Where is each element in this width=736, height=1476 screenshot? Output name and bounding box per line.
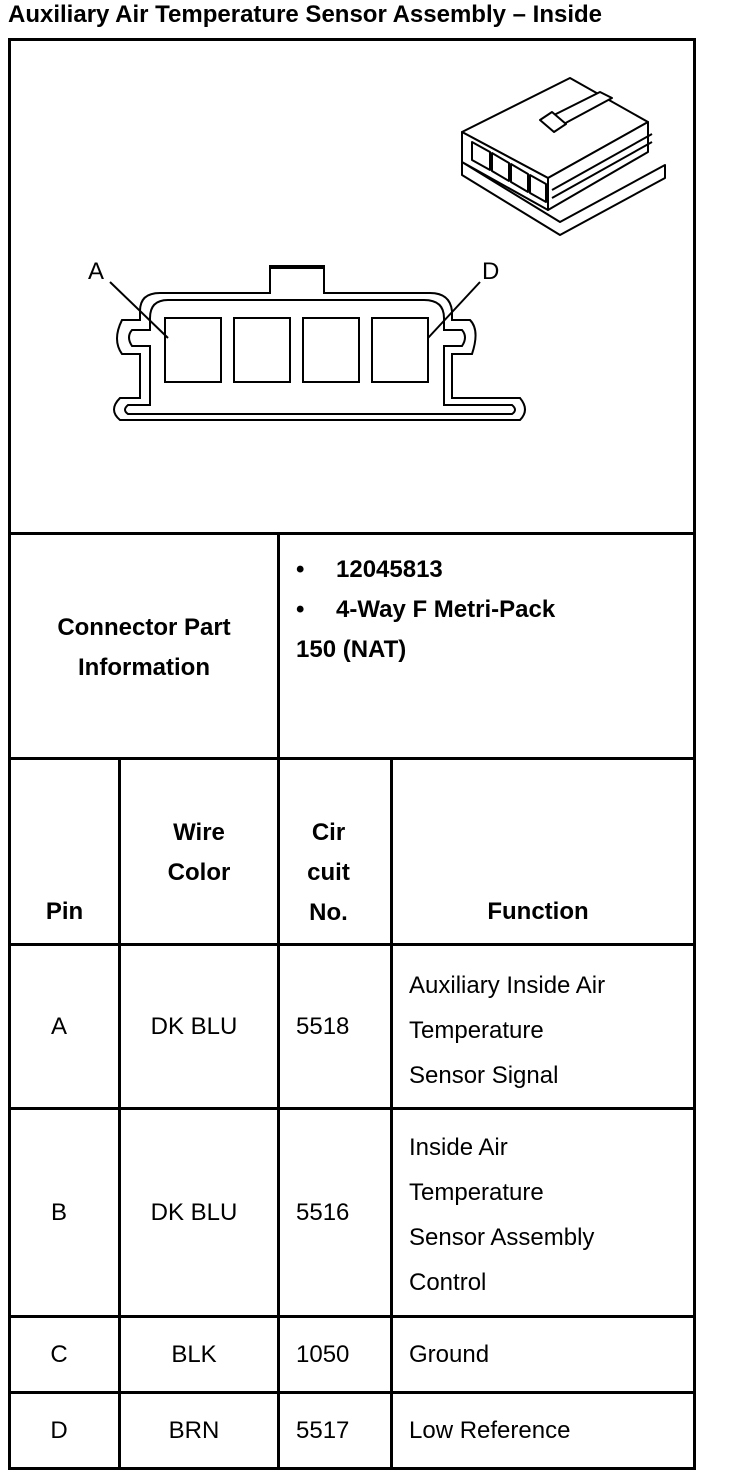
divider (277, 532, 280, 760)
row-c-circuit: 1050 (296, 1341, 350, 1368)
connector-info-label-line1: Connector Part (57, 614, 231, 641)
header-circuit-no (280, 813, 377, 933)
row-a-function-line1: Auxiliary Inside Air (409, 972, 606, 999)
pin-cavity-b (234, 318, 290, 382)
row-d-function: Low Reference (409, 1417, 571, 1444)
header-circuit-line2: cuit (307, 859, 350, 886)
connector-info-values (296, 550, 686, 670)
pin-cavity-a (165, 318, 221, 382)
row-d-pin: D (50, 1417, 68, 1444)
bullet: • (296, 596, 305, 623)
header-circuit-line1: Cir (311, 819, 346, 846)
row-a-pin: A (50, 1013, 67, 1040)
divider (8, 757, 696, 760)
header-wire-color (121, 813, 277, 893)
divider (390, 757, 393, 1470)
page-title: Auxiliary Air Temperature Sensor Assembly – Inside (8, 1, 602, 28)
connector-part-number-item (296, 550, 686, 590)
connector-3d-illustration (462, 78, 665, 235)
row-a-function-line2: Temperature (409, 1017, 544, 1044)
header-wire-color-line1: Wire (173, 819, 225, 846)
row-b-wire-color: DK BLU (150, 1199, 238, 1226)
connector-type-continued: 150 (NAT) (296, 636, 407, 663)
pin-d-label: D (482, 258, 500, 285)
connector-info-label-line2: Information (78, 654, 210, 681)
connector-info-label (11, 608, 277, 688)
pin-cavity-c (303, 318, 359, 382)
header-pin: Pin (45, 898, 84, 925)
row-a-circuit: 5518 (296, 1013, 350, 1040)
connector-diagram (11, 41, 693, 532)
divider (8, 1107, 696, 1110)
divider (8, 943, 696, 946)
row-b-function-line2: Temperature (409, 1179, 544, 1206)
row-b-function-line1: Inside Air (409, 1134, 508, 1161)
row-c-pin: C (50, 1341, 68, 1368)
row-a-function-line3: Sensor Signal (409, 1062, 559, 1089)
header-circuit-line3: No. (309, 899, 348, 926)
row-b-pin: B (50, 1199, 67, 1226)
row-c-function: Ground (409, 1341, 490, 1368)
divider (8, 1315, 696, 1318)
connector-type-item (296, 590, 686, 630)
pin-cavity-d (372, 318, 428, 382)
divider (8, 532, 696, 535)
row-d-wire-color: BRN (168, 1417, 220, 1444)
divider (8, 1391, 696, 1394)
header-wire-color-line2: Color (167, 859, 231, 886)
row-c-wire-color: BLK (171, 1341, 217, 1368)
connector-part-number: 12045813 (336, 556, 443, 583)
row-b-circuit: 5516 (296, 1199, 350, 1226)
pin-a-label: A (88, 258, 105, 285)
row-d-circuit: 5517 (296, 1417, 350, 1444)
row-b-function (409, 1125, 594, 1305)
header-function: Function (487, 898, 589, 925)
connector-type: 4-Way F Metri-Pack (336, 596, 556, 623)
row-b-function-line3: Sensor Assembly (409, 1224, 595, 1251)
row-a-function (409, 963, 605, 1098)
row-b-function-line4: Control (409, 1269, 487, 1296)
bullet: • (296, 556, 305, 583)
row-a-wire-color: DK BLU (150, 1013, 238, 1040)
